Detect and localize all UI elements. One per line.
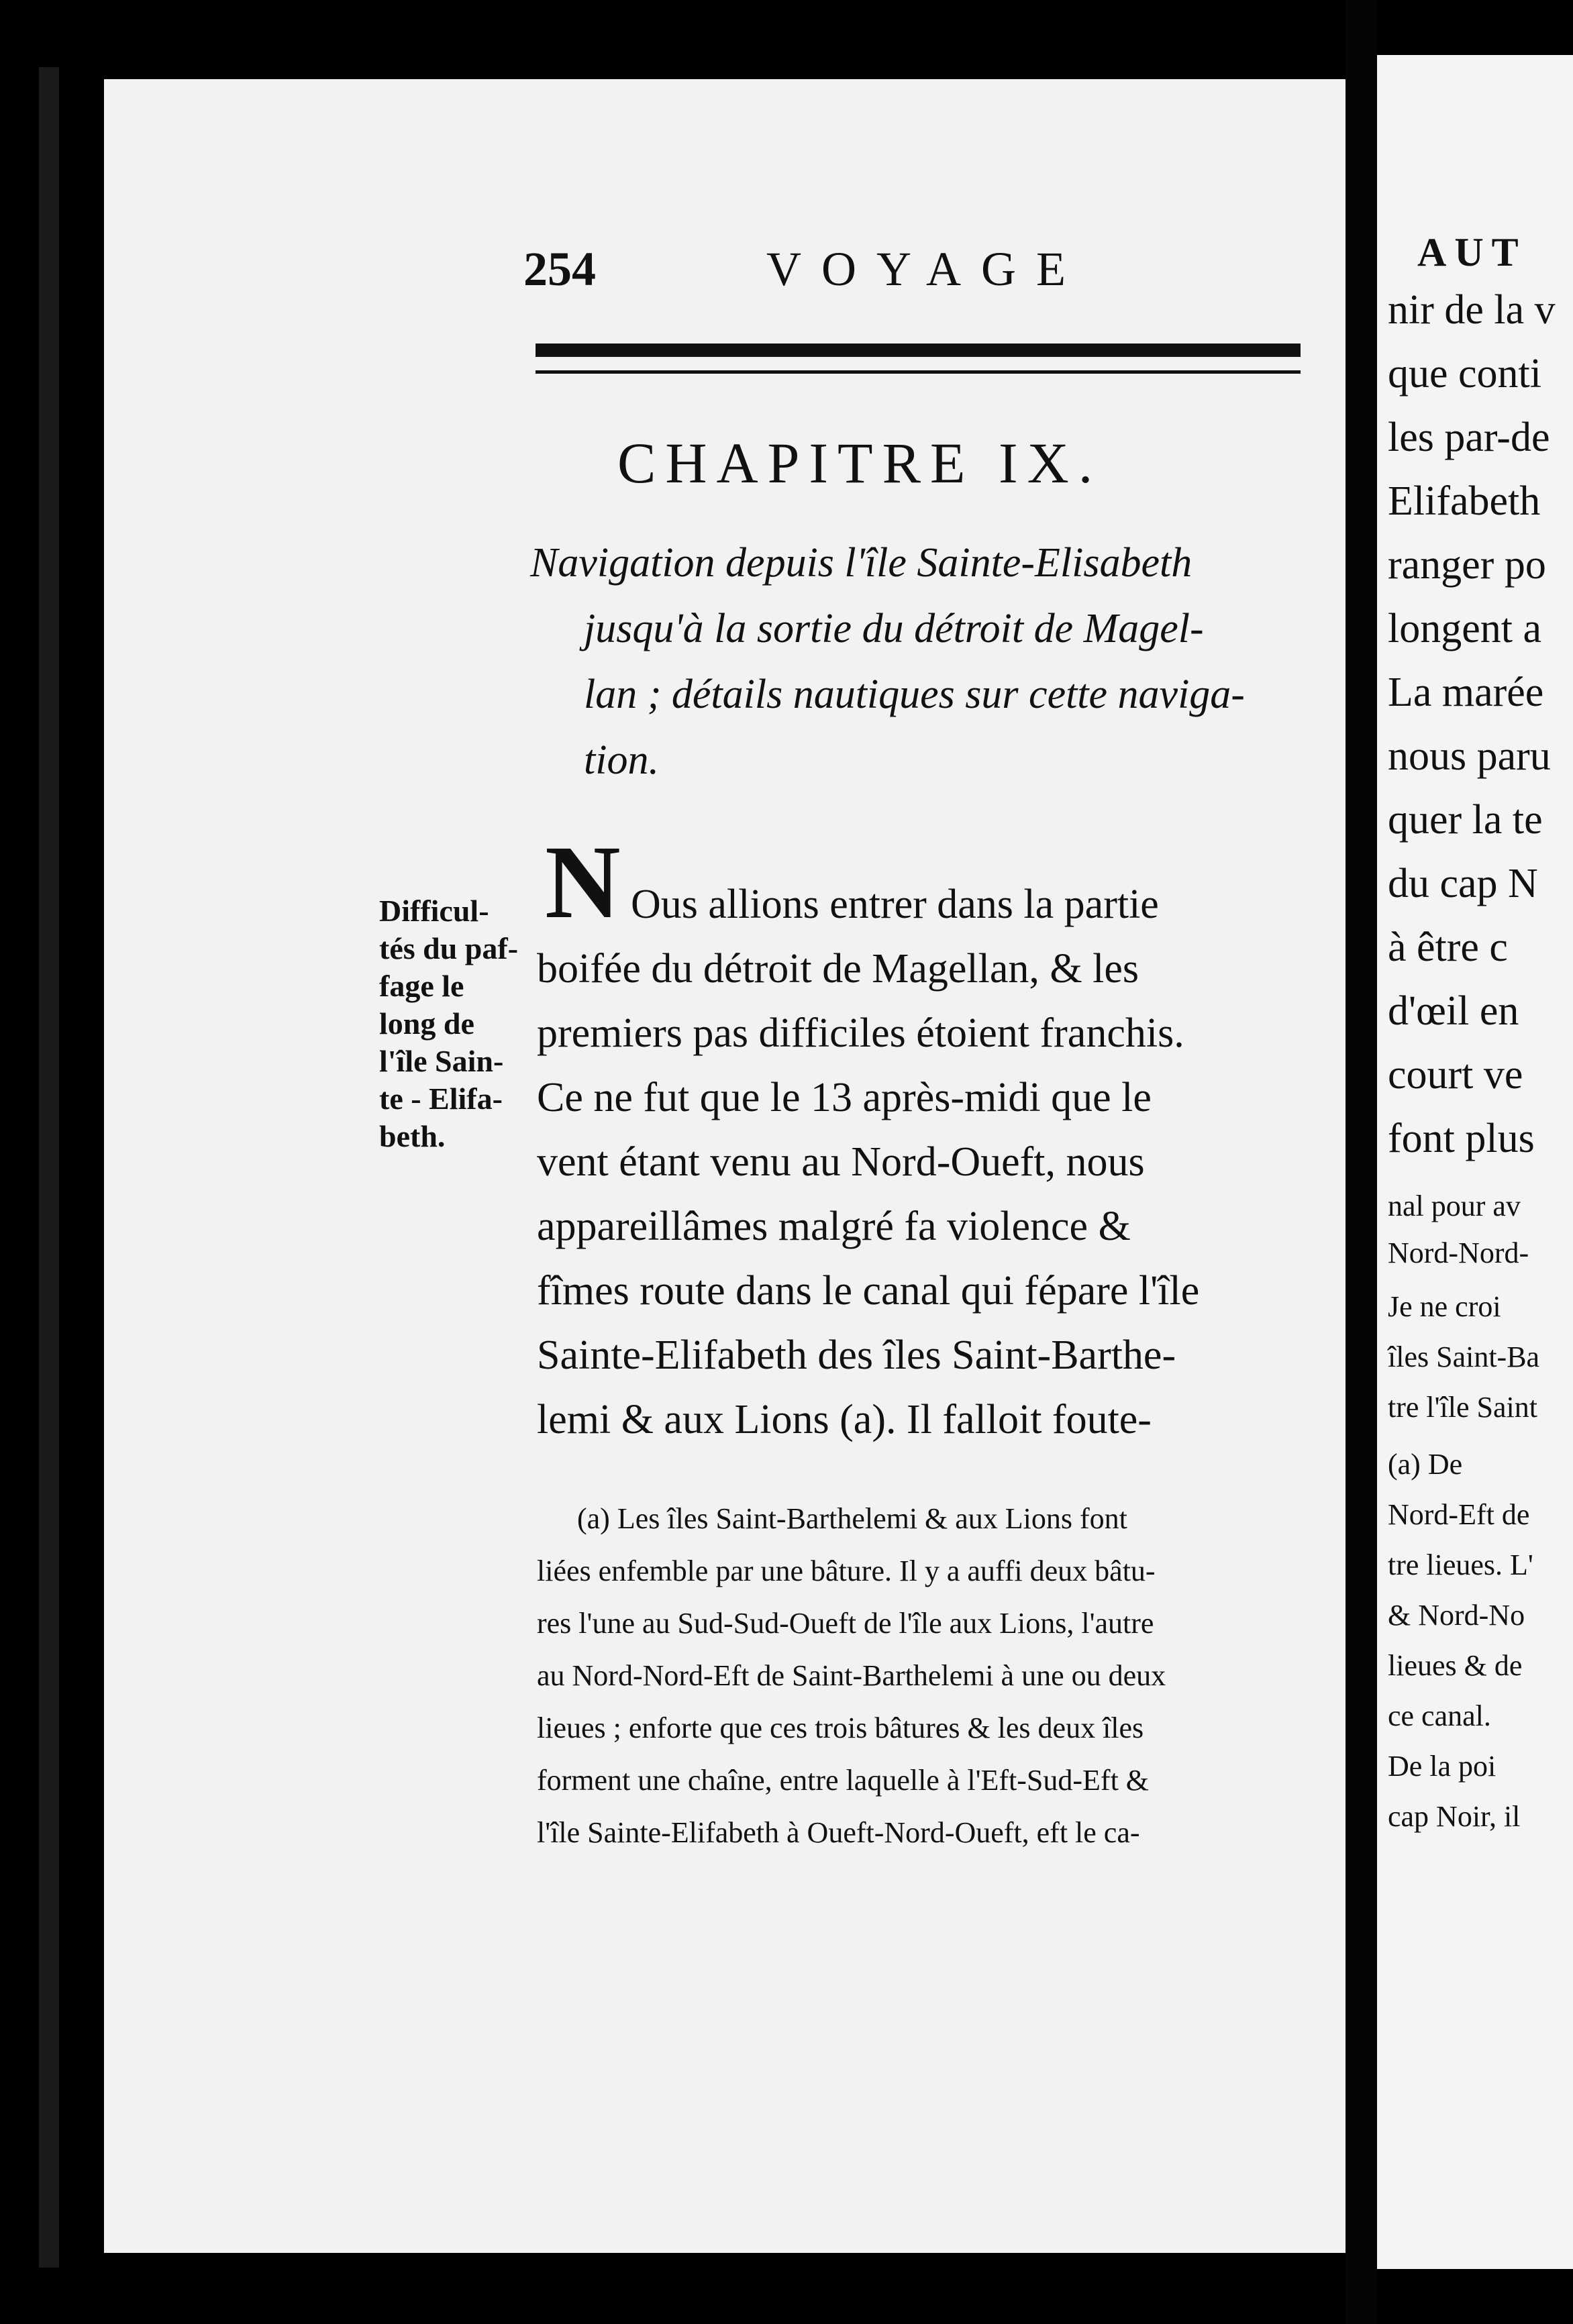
body-line: vent étant venu au Nord-Oueft, nous xyxy=(537,1139,1145,1185)
chapter-summary xyxy=(530,530,1322,793)
summary-line: jusqu'à la sortie du détroit de Magel- xyxy=(584,606,1204,651)
body-line: premiers pas difficiles étoient franchis. xyxy=(537,1010,1184,1056)
right-page xyxy=(1377,55,1573,2269)
right-body-line: nir de la v xyxy=(1388,287,1556,333)
right-body-line: du cap N xyxy=(1388,861,1538,906)
body-line: lemi & aux Lions (a). Il falloit foute- xyxy=(537,1397,1152,1442)
right-body-line: longent a xyxy=(1388,606,1541,651)
footnote-line: l'île Sainte-Elifabeth à Oueft-Nord-Oueft, eft le ca- xyxy=(537,1816,1140,1849)
body-line: fîmes route dans le canal qui fépare l'île xyxy=(537,1268,1200,1314)
margin-note xyxy=(379,892,527,1155)
right-body-line: les par-de xyxy=(1388,415,1550,460)
right-small-line: De la poi xyxy=(1388,1750,1496,1783)
right-small-line: tre l'île Saint xyxy=(1388,1391,1537,1424)
right-body-line: ranger po xyxy=(1388,542,1546,588)
body-line: Ce ne fut que le 13 après-midi que le xyxy=(537,1075,1152,1120)
right-small-line: ce canal. xyxy=(1388,1699,1491,1732)
left-binding-edge xyxy=(39,67,59,2268)
body-line: Ous allions entrer dans la partie xyxy=(631,882,1159,927)
summary-line: Navigation depuis l'île Sainte-Elisabeth xyxy=(530,540,1193,586)
right-small-line: Nord-Nord- xyxy=(1388,1236,1529,1269)
margin-note-line: beth. xyxy=(379,1119,446,1153)
right-small-line: cap Noir, il xyxy=(1388,1800,1521,1833)
header-rule-thin xyxy=(536,370,1301,374)
drop-cap: N xyxy=(545,824,621,940)
page-header xyxy=(523,235,1309,309)
footnote-line: liées enfemble par une bâture. Il y a auffi deux bâtu- xyxy=(537,1554,1156,1587)
right-body-line: Elifabeth xyxy=(1388,478,1541,524)
right-small-line: nal pour av xyxy=(1388,1190,1521,1222)
summary-line: tion. xyxy=(584,737,659,783)
footnote-line: au Nord-Nord-Eft de Saint-Barthelemi à une ou deux xyxy=(537,1659,1166,1692)
right-body-line: court ve xyxy=(1388,1052,1523,1098)
body-line: appareillâmes malgré fa violence & xyxy=(537,1204,1131,1249)
summary-line: lan ; détails nautiques sur cette naviga- xyxy=(584,672,1245,717)
margin-note-line: long de xyxy=(379,1006,474,1041)
right-page-text xyxy=(1377,55,1573,2269)
center-binding-gutter xyxy=(1346,0,1377,2324)
right-small-line: Je ne croi xyxy=(1388,1290,1501,1323)
footnote-line: (a) Les îles Saint-Barthelemi & aux Lions font xyxy=(577,1502,1127,1535)
body-line: boifée du détroit de Magellan, & les xyxy=(537,946,1139,992)
page-number: 254 xyxy=(523,242,596,296)
right-small-line: Nord-Eft de xyxy=(1388,1498,1530,1531)
body-line: Sainte-Elifabeth des îles Saint-Barthe- xyxy=(537,1332,1176,1378)
footnote-line: lieues ; enforte que ces trois bâtures & les deux îles xyxy=(537,1711,1144,1744)
right-body-line: d'œil en xyxy=(1388,988,1519,1034)
running-title: VOYAGE xyxy=(766,242,1086,296)
body-text xyxy=(537,872,1315,1452)
right-small-line: tre lieues. L' xyxy=(1388,1548,1533,1581)
right-body-line: à être c xyxy=(1388,925,1508,970)
right-body-line: font plus xyxy=(1388,1116,1535,1161)
right-small-line: & Nord-No xyxy=(1388,1599,1525,1632)
footnote-line: res l'une au Sud-Sud-Oueft de l'île aux Lions, l'autre xyxy=(537,1607,1154,1640)
chapter-title: CHAPITRE IX. xyxy=(617,431,1103,495)
footnote xyxy=(537,1493,1322,1859)
right-small-line: îles Saint-Ba xyxy=(1388,1340,1540,1373)
margin-note-line: Difficul- xyxy=(379,894,489,928)
margin-note-line: tés du paf- xyxy=(379,931,519,965)
right-body-line: quer la te xyxy=(1388,797,1543,843)
margin-note-line: l'île Sain- xyxy=(379,1044,504,1078)
right-small-line: (a) De xyxy=(1388,1448,1463,1481)
right-body-line: que conti xyxy=(1388,351,1541,397)
footnote-line: forment une chaîne, entre laquelle à l'Eft-Sud-Eft & xyxy=(537,1764,1150,1797)
margin-note-line: te - Elifa- xyxy=(379,1081,503,1116)
right-body-line: nous paru xyxy=(1388,733,1551,779)
right-body-line: La marée xyxy=(1388,670,1544,715)
header-rule-thick xyxy=(536,344,1301,357)
margin-note-line: fage le xyxy=(379,969,464,1003)
right-small-line: lieues & de xyxy=(1388,1649,1523,1682)
right-running-title: AUT xyxy=(1417,230,1527,274)
